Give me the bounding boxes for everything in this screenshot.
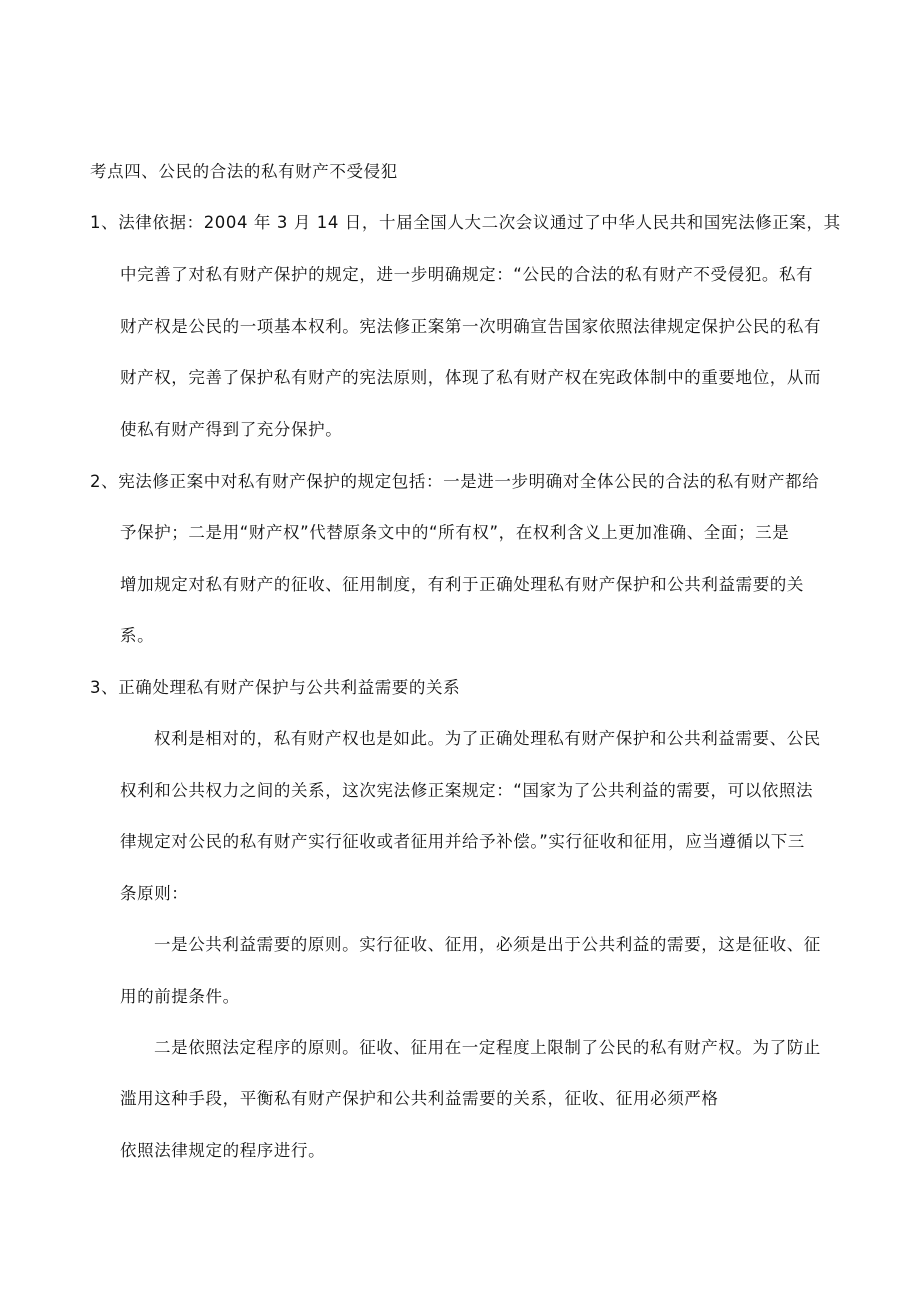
item-3-paragraph-3-line: 二是依照法定程序的原则。征收、征用在一定程度上限制了公民的私有财产权。为了防止 bbox=[154, 1038, 821, 1057]
item-3-paragraph-1-line: 条原则： bbox=[120, 884, 189, 903]
item-3-paragraph-2-line: 用的前提条件。 bbox=[120, 987, 240, 1006]
section-title: 考点四、公民的合法的私有财产不受侵犯 bbox=[90, 162, 398, 181]
item-3-paragraph-1-line: 权利是相对的，私有财产权也是如此。为了正确处理私有财产保护和公共利益需要、公民 bbox=[154, 729, 821, 748]
item-3-paragraph-1-line: 权利和公共权力之间的关系，这次宪法修正案规定：“国家为了公共利益的需要，可以依照法 bbox=[120, 781, 814, 800]
item-3-paragraph-2-line: 一是公共利益需要的原则。实行征收、征用，必须是出于公共利益的需要，这是征收、征 bbox=[154, 935, 821, 954]
item-1-line: 中完善了对私有财产保护的规定，进一步明确规定：“公民的合法的私有财产不受侵犯。私有 bbox=[120, 265, 814, 284]
item-1-line: 财产权是公民的一项基本权利。宪法修正案第一次明确宣告国家依照法律规定保护公民的私有 bbox=[120, 317, 822, 336]
item-1-line: 使私有财产得到了充分保护。 bbox=[120, 420, 343, 439]
item-1-line: 1、法律依据：2004 年 3 月 14 日，十届全国人大二次会议通过了中华人民共和国宪法修正案，其 bbox=[90, 213, 841, 232]
item-3-paragraph-3-line: 依照法律规定的程序进行。 bbox=[120, 1141, 326, 1160]
item-2-line: 2、宪法修正案中对私有财产保护的规定包括：一是进一步明确对全体公民的合法的私有财产都给 bbox=[90, 472, 820, 491]
item-2-line: 予保护；二是用“财产权”代替原条文中的“所有权”，在权利含义上更加准确、全面；三是 bbox=[120, 523, 790, 542]
item-2-line: 增加规定对私有财产的征收、征用制度，有利于正确处理私有财产保护和公共利益需要的关 bbox=[120, 575, 804, 594]
item-2-line: 系。 bbox=[120, 626, 155, 645]
item-3-paragraph-1-line: 律规定对公民的私有财产实行征收或者征用并给予补偿。”实行征收和征用，应当遵循以下三 bbox=[120, 832, 805, 851]
item-1-line: 财产权，完善了保护私有财产的宪法原则，体现了私有财产权在宪政体制中的重要地位，从而 bbox=[120, 368, 822, 387]
item-3-heading: 3、正确处理私有财产保护与公共利益需要的关系 bbox=[90, 678, 461, 697]
item-3-paragraph-3-line: 滥用这种手段，平衡私有财产保护和公共利益需要的关系，征收、征用必须严格 bbox=[120, 1089, 719, 1108]
